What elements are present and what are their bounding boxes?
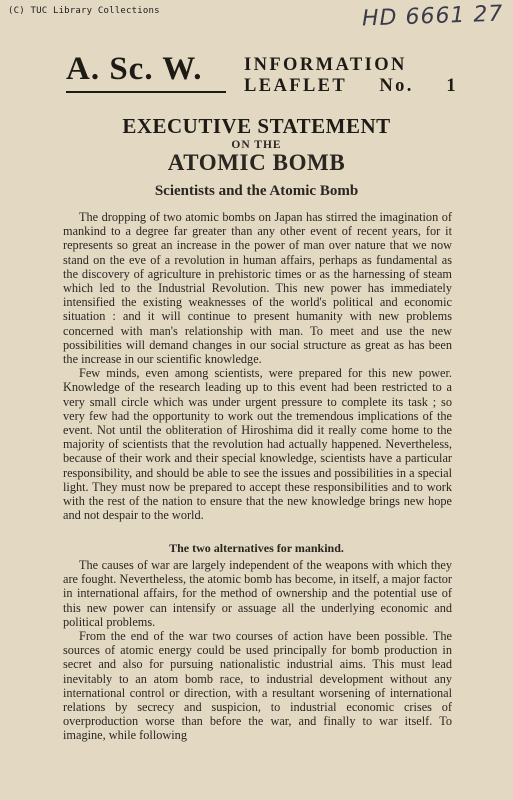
section-2-heading: The two alternatives for mankind.	[169, 541, 344, 555]
logo-underline	[66, 91, 226, 93]
masthead	[66, 52, 458, 98]
section-1-body	[63, 210, 452, 522]
leaflet-label-line-2: LEAFLET No. 1	[244, 76, 458, 96]
leaflet-label-line-1: INFORMATION	[244, 55, 407, 75]
title-atomic-bomb: ATOMIC BOMB	[167, 150, 346, 175]
copyright-watermark: (C) TUC Library Collections	[8, 6, 160, 16]
section-2-body	[63, 558, 452, 743]
handwritten-shelfmark: HD 6661 27	[361, 1, 504, 32]
subtitle: Scientists and the Atomic Bomb	[154, 183, 359, 199]
paragraph: Few minds, even among scientists, were prepared for this new power. Knowledge of the research leading up to this event had been restricted to a very small circle which was under urgent pressure to complete its task ; so very few had the opportunity to work out the tremendous implications of the event. Not until the obliteration of Hiroshima did it really come home to the majority of scientists that the revolution had actually happened. Nevertheless, because of their work and their special knowledge, scientists have a particular responsibility, and should be able to see the issues and possibilities in a special light. They must now be prepared to accept these responsibilities and to work with the rest of the nation to ensure that the new knowledge brings new hope and not despair to the world.	[63, 366, 452, 523]
asw-logo: A. Sc. W.	[66, 51, 203, 87]
paragraph: From the end of the war two courses of action have been possible. The sources of atomic energy could be used principally for bomb production in secret and also for pursuing nationalistic industrial aims. This must lead inevitably to an atom bomb race, to industrial development without any international control or direction, with a resultant worsening of international relations by secrecy and suspicion, to industrial economic crises of overproduction worse than before the war, and finally to war itself. To imagine, while following	[63, 629, 452, 743]
paragraph: The dropping of two atomic bombs on Japan has stirred the imagination of mankind to a degree far greater than any other event of recent years, for it represents so great an increase in the power of man over nature that we now stand on the eve of a revolution in human affairs, perhaps as fundamental as the discovery of agriculture in prehistoric times or as the harnessing of steam which led to the Industrial Revolution. This new power has immediately intensified the existing weaknesses of the world's political and economic situation : and it will continue to present humanity with new problems concerned with man's relationship with man. To meet and use the new possibilities will demand changes in our social structure as great as has been the increase in our scientific knowledge.	[63, 210, 452, 367]
title-on-the: ON THE	[231, 139, 282, 151]
title-executive-statement: EXECUTIVE STATEMENT	[122, 114, 391, 138]
paragraph: The causes of war are largely independent of the weapons with which they are fought. Nevertheless, the atomic bomb has become, in itself, a major factor in international affairs, for the method of ownership and the potential use of this new power can intensify or assuage all the underlying economic and political problems.	[63, 558, 452, 629]
